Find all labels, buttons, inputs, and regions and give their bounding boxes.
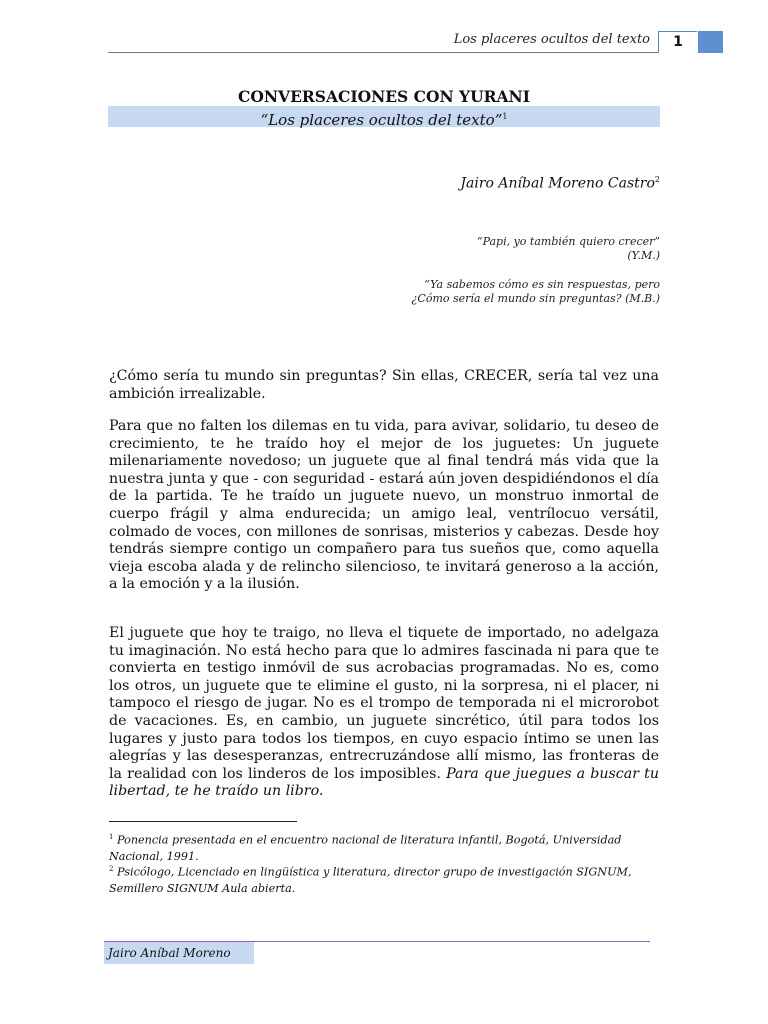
author-footnote-mark[interactable]: 2 — [654, 175, 660, 184]
running-header-title: Los placeres ocultos del texto — [453, 32, 650, 47]
header-divider — [108, 52, 658, 53]
footnote-1 — [109, 829, 659, 865]
epigraph-1-attribution: (Y.M.) — [627, 249, 660, 262]
subtitle-footnote-mark[interactable]: 1 — [502, 112, 508, 121]
epigraph-1-quote: “Papi, yo también quiero crecer” — [476, 235, 660, 248]
body-paragraph-1: ¿Cómo sería tu mundo sin preguntas? Sin ellas, CRECER, sería tal vez una ambición irrealizable. — [109, 368, 659, 402]
body-paragraph-3 — [109, 625, 659, 801]
document-title: CONVERSACIONES CON YURANI — [238, 87, 530, 106]
body-paragraph-2: Para que no falten los dilemas en tu vida, para avivar, solidario, tu deseo de crecimiento, te he traído hoy el mejor de los juguetes: Un juguete milenariamente novedoso; un juguete que al final tendrá más vida que la nuestra junta y que - con seguridad - estará aún joven despidiéndonos el día de la partida. Te he traído un juguete nuevo, un monstruo inmortal de cuerpo frágil y alma endurecida; un amigo leal, ventrílocuo versátil, colmado de voces, con millones de sonrisas, misterios y cabezas. Desde hoy tendrás siempre contigo un compañero para tus sueños que, como aquella vieja escoba alada y de relincho silencioso, te invitará generoso a la acción, a la emoción y a la ilusión. — [109, 418, 659, 593]
body-paragraph-3-text: El juguete que hoy te traigo, no lleva el tiquete de importado, no adelgaza tu imaginación. No está hecho para que lo admires fascinada ni para que te convierta en testigo inmóvil de sus acrobacias programadas. No es, como los otros, un juguete que te elimine el gusto, ni la sorpresa, ni el placer, ni tampoco el riesgo de jugar. No es el trompo de temporada ni el microrobot de vacaciones. Es, en cambio, un juguete sincrético, útil para todos los lugares y justo para todos los tiempos, en cuyo espacio íntimo se unen las alegrías y las desesperanzas, entrecruzándose allí mismo, las fronteras de la realidad con los linderos de los imposibles. — [109, 625, 659, 782]
page-number-tab — [698, 31, 723, 53]
document-subtitle — [108, 106, 660, 127]
page-number: 1 — [658, 31, 697, 53]
epigraph-1 — [477, 235, 660, 263]
epigraph-2-attribution: ¿Cómo sería el mundo sin preguntas? (M.B.) — [411, 292, 660, 305]
subtitle-text: “Los placeres ocultos del texto” — [260, 111, 503, 129]
author-name-text: Jairo Aníbal Moreno Castro — [460, 175, 655, 192]
epigraph-2 — [412, 278, 660, 306]
footnote-2-text: Psicólogo, Licenciado en lingüística y literatura, director grupo de investigación SIGNUM, Semillero SIGNUM Aula abierta. — [109, 865, 632, 895]
footnote-1-text: Ponencia presentada en el encuentro nacional de literatura infantil, Bogotá, Universidad Nacional, 1991. — [109, 833, 622, 863]
epigraph-2-quote: “Ya sabemos cómo es sin respuestas, pero — [424, 278, 660, 291]
footnote-separator — [109, 821, 297, 822]
footnote-2-mark: 2 — [109, 865, 114, 873]
footer-author: Jairo Aníbal Moreno — [104, 942, 254, 964]
author-name — [460, 175, 660, 192]
body-paragraph-3-italic-close: Para que juegues a buscar tu libertad, te he traído un libro. — [109, 765, 659, 800]
footnote-1-mark: 1 — [109, 833, 114, 841]
footnote-2 — [109, 861, 659, 897]
